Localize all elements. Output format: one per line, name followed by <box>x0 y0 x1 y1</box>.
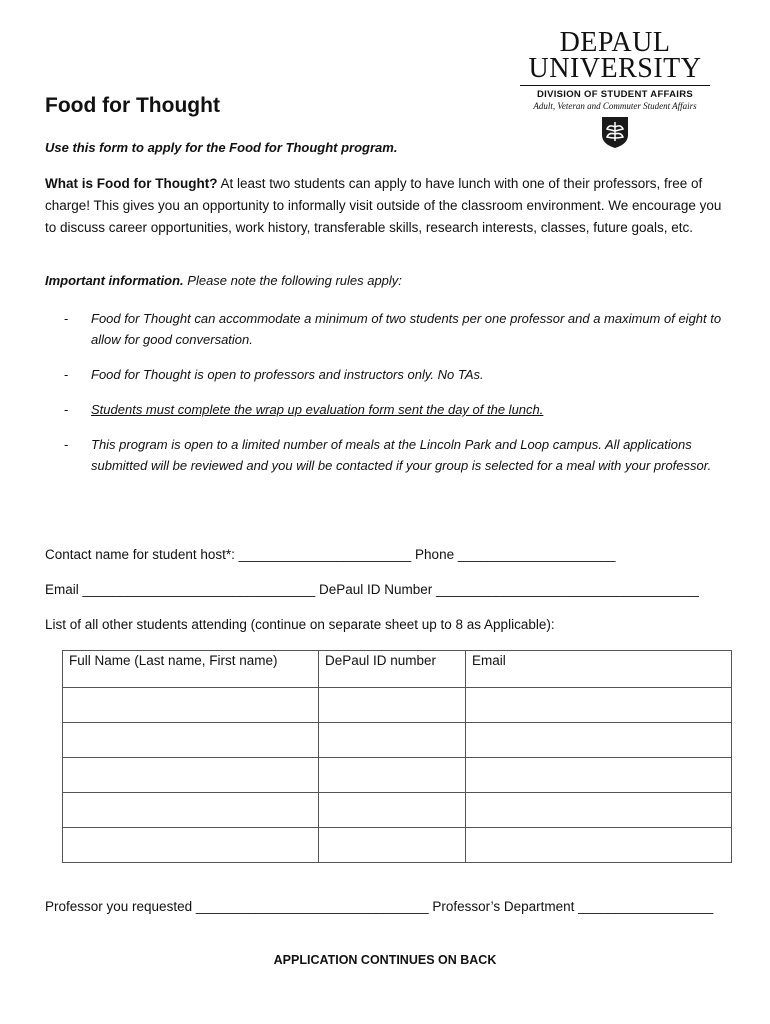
email-id-field[interactable]: Email _______________________________ DePaul ID Number ___________________________________ <box>45 582 699 597</box>
email-cell[interactable] <box>466 723 732 758</box>
header-depaul-id: DePaul ID number <box>319 651 466 688</box>
rule-text: Food for Thought is open to professors and instructors only. No TAs. <box>91 367 484 382</box>
header-full-name: Full Name (Last name, First name) <box>63 651 319 688</box>
rule-item <box>64 364 729 385</box>
name-cell[interactable] <box>63 828 319 863</box>
rule-dash: - <box>64 367 69 382</box>
page-title: Food for Thought <box>45 94 220 117</box>
students-table <box>62 650 732 863</box>
rule-text: Students must complete the wrap up evaluation form sent the day of the lunch. <box>91 402 544 417</box>
table-row <box>63 758 732 793</box>
logo-name-line1: DEPAUL <box>559 27 671 58</box>
rule-item <box>64 399 729 420</box>
logo-divider <box>520 85 710 86</box>
table-row <box>63 793 732 828</box>
important-text: Please note the following rules apply: <box>183 273 402 288</box>
email-cell[interactable] <box>466 758 732 793</box>
contact-phone-field[interactable]: Contact name for student host*: _______________________ Phone _____________________ <box>45 547 616 562</box>
name-cell[interactable] <box>63 723 319 758</box>
logo-name-line2: UNIVERSITY <box>528 53 702 84</box>
header-email: Email <box>466 651 732 688</box>
continues-notice: APPLICATION CONTINUES ON BACK <box>273 953 497 967</box>
id-cell[interactable] <box>319 793 466 828</box>
professor-field[interactable]: Professor you requested _______________________________ Professor’s Department __________________ <box>45 899 714 914</box>
id-cell[interactable] <box>319 758 466 793</box>
table-header-row <box>63 651 732 688</box>
students-list-label: List of all other students attending (continue on separate sheet up to 8 as Applicable): <box>45 617 555 632</box>
depaul-logo <box>520 27 710 154</box>
what-is-label: What is Food for Thought? <box>45 176 218 191</box>
id-cell[interactable] <box>319 688 466 723</box>
intro-text: Use this form to apply for the Food for Thought program. <box>45 140 398 155</box>
email-cell[interactable] <box>466 688 732 723</box>
table-row <box>63 828 732 863</box>
table-row <box>63 723 732 758</box>
table-row <box>63 688 732 723</box>
logo-division: DIVISION OF STUDENT AFFAIRS <box>536 89 694 100</box>
id-cell[interactable] <box>319 723 466 758</box>
logo-subtitle: Adult, Veteran and Commuter Student Affairs <box>533 101 697 111</box>
rule-dash: - <box>64 311 69 326</box>
email-cell[interactable] <box>466 828 732 863</box>
rule-text: Food for Thought can accommodate a minimum of two students per one professor and a maximum of eight to allow for good conversation. <box>91 311 722 347</box>
rule-item <box>64 308 729 350</box>
rule-dash: - <box>64 437 69 452</box>
name-cell[interactable] <box>63 793 319 828</box>
rule-dash: - <box>64 402 69 417</box>
email-cell[interactable] <box>466 793 732 828</box>
seal-icon <box>600 115 630 149</box>
name-cell[interactable] <box>63 688 319 723</box>
important-label: Important information. <box>45 273 184 288</box>
rule-text: This program is open to a limited number of meals at the Lincoln Park and Loop campus. All applications submitted will be reviewed and you will be contacted if your group is selected for a meal with your professor. <box>91 437 712 473</box>
name-cell[interactable] <box>63 758 319 793</box>
what-is-text: At least two students can apply to have lunch with one of their professors, free of charge! This gives you an opportunity to informally visit outside of the classroom environment. We encourage you to discuss career opportunities, work history, transferable skills, research interests, classes, future goals, etc. <box>45 176 722 235</box>
important-info <box>45 273 402 288</box>
id-cell[interactable] <box>319 828 466 863</box>
rules-list <box>64 308 729 490</box>
what-is-paragraph <box>45 173 727 239</box>
rule-item <box>64 434 729 476</box>
